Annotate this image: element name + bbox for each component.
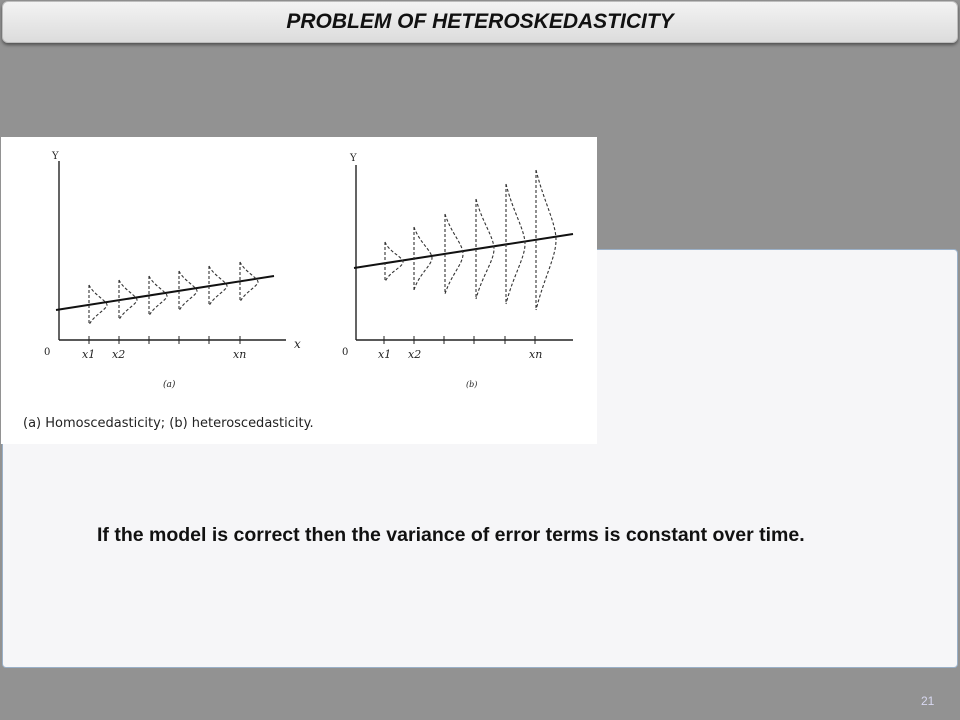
panel-b-tick-xn: xn — [529, 348, 543, 361]
panel-a-distribution-6 — [240, 262, 258, 302]
panel-a-tick-x1: x1 — [82, 348, 96, 361]
body-text: If the model is correct then the variance of error terms is constant over time. — [97, 524, 805, 546]
panel-a — [44, 151, 301, 390]
panel-a-origin-label: 0 — [44, 347, 51, 358]
figure-caption: (a) Homoscedasticity; (b) heteroscedasticity. — [23, 416, 314, 431]
panel-b-regression-line — [354, 234, 573, 268]
panel-a-x-label: x — [294, 337, 301, 351]
panel-b-origin-label: 0 — [342, 347, 349, 358]
heteroskedasticity-figure — [1, 137, 597, 444]
panel-a-tick-xn: xn — [233, 348, 247, 361]
panel-b-tick-x1: x1 — [378, 348, 392, 361]
panel-a-tick-x2: x2 — [112, 348, 126, 361]
panel-b-tick-x2: x2 — [408, 348, 422, 361]
slide-title: PROBLEM OF HETEROSKEDASTICITY — [286, 10, 674, 33]
panel-b — [342, 153, 573, 389]
panel-a-y-label: Y — [52, 151, 59, 162]
panel-a-distributions — [89, 262, 258, 325]
page-number: 21 — [921, 694, 935, 708]
panel-b-label: (b) — [466, 380, 478, 389]
panel-a-label: (a) — [163, 380, 176, 390]
figure-svg — [1, 137, 597, 444]
panel-b-y-label: Y — [350, 153, 357, 164]
title-bar — [2, 1, 958, 43]
